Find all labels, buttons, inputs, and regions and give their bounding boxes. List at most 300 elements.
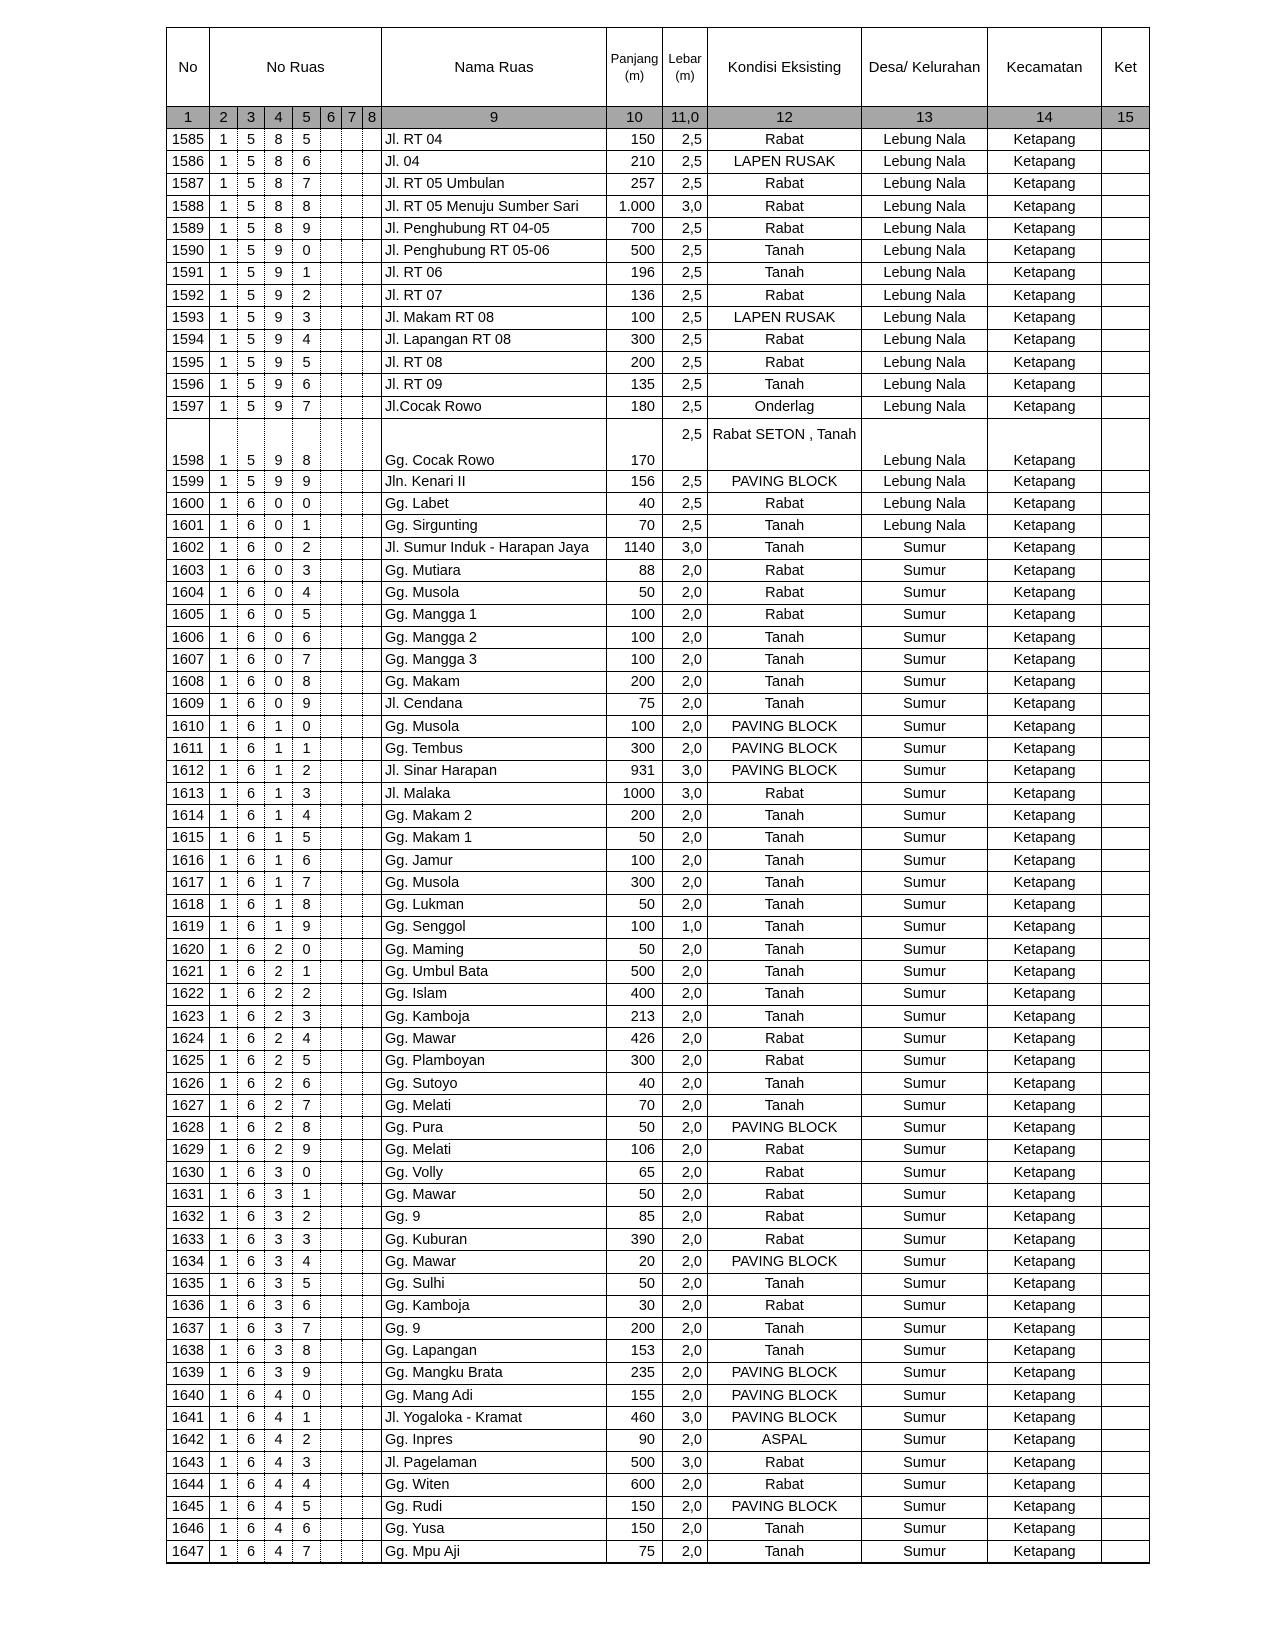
cell-kondisi: Rabat bbox=[708, 493, 862, 515]
cell-ket bbox=[1102, 329, 1150, 351]
table-row bbox=[167, 1251, 1150, 1273]
cell-lebar: 2,0 bbox=[663, 649, 708, 671]
cell-ruas-digit: 2 bbox=[265, 1072, 293, 1094]
cell-ruas-digit: 3 bbox=[265, 1318, 293, 1340]
cell-ruas-digit: 6 bbox=[238, 1429, 265, 1451]
cell-no: 1602 bbox=[167, 537, 210, 559]
cell-ruas-digit: 1 bbox=[210, 1407, 238, 1429]
cell-lebar: 2,5 bbox=[663, 329, 708, 351]
cell-ruas-digit: 2 bbox=[265, 983, 293, 1005]
cell-ket bbox=[1102, 1496, 1150, 1518]
cell-lebar: 2,5 bbox=[663, 218, 708, 240]
cell-kecamatan: Ketapang bbox=[988, 604, 1102, 626]
cell-panjang: 75 bbox=[607, 693, 663, 715]
cell-ruas-digit: 1 bbox=[210, 262, 238, 284]
cell-ruas-digit: 1 bbox=[210, 129, 238, 151]
cell-ruas-digit bbox=[363, 939, 382, 961]
header-nama-ruas: Nama Ruas bbox=[382, 28, 607, 107]
cell-ruas-digit bbox=[342, 1117, 363, 1139]
table-row bbox=[167, 129, 1150, 151]
cell-nama-ruas: Jln. Kenari II bbox=[382, 470, 607, 492]
cell-lebar: 2,0 bbox=[663, 961, 708, 983]
cell-ruas-digit: 6 bbox=[238, 1050, 265, 1072]
cell-ruas-digit: 9 bbox=[265, 470, 293, 492]
cell-ket bbox=[1102, 1385, 1150, 1407]
cell-ket bbox=[1102, 716, 1150, 738]
cell-desa: Sumur bbox=[862, 1451, 988, 1473]
cell-ruas-digit: 1 bbox=[210, 195, 238, 217]
cell-kondisi: Tanah bbox=[708, 1095, 862, 1117]
cell-ruas-digit bbox=[342, 218, 363, 240]
cell-no: 1608 bbox=[167, 671, 210, 693]
table-row bbox=[167, 240, 1150, 262]
cell-ruas-digit: 0 bbox=[293, 493, 321, 515]
cell-ruas-digit bbox=[321, 894, 342, 916]
cell-kondisi: Tanah bbox=[708, 872, 862, 894]
cell-nama-ruas: Gg. Musola bbox=[382, 872, 607, 894]
cell-ruas-digit: 6 bbox=[293, 849, 321, 871]
cell-ruas-digit: 8 bbox=[265, 173, 293, 195]
cell-no: 1645 bbox=[167, 1496, 210, 1518]
cell-nama-ruas: Gg. Labet bbox=[382, 493, 607, 515]
cell-desa: Sumur bbox=[862, 1407, 988, 1429]
cell-ruas-digit bbox=[321, 537, 342, 559]
cell-ruas-digit bbox=[363, 1050, 382, 1072]
cell-desa: Sumur bbox=[862, 1117, 988, 1139]
cell-ruas-digit bbox=[363, 1474, 382, 1496]
cell-ruas-digit: 3 bbox=[293, 1005, 321, 1027]
cell-ruas-digit bbox=[363, 1228, 382, 1250]
cell-ruas-digit: 2 bbox=[293, 983, 321, 1005]
cell-ket bbox=[1102, 537, 1150, 559]
table-row bbox=[167, 582, 1150, 604]
cell-kondisi: Rabat bbox=[708, 1474, 862, 1496]
cell-desa: Sumur bbox=[862, 1273, 988, 1295]
cell-ruas-digit: 6 bbox=[238, 560, 265, 582]
cell-ruas-digit: 8 bbox=[265, 218, 293, 240]
cell-ruas-digit bbox=[363, 894, 382, 916]
cell-nama-ruas: Jl. RT 04 bbox=[382, 129, 607, 151]
cell-kondisi: PAVING BLOCK bbox=[708, 1385, 862, 1407]
cell-panjang: 30 bbox=[607, 1295, 663, 1317]
cell-ruas-digit: 1 bbox=[210, 1139, 238, 1161]
cell-kecamatan: Ketapang bbox=[988, 329, 1102, 351]
cell-ruas-digit: 2 bbox=[265, 1117, 293, 1139]
table-row bbox=[167, 218, 1150, 240]
cell-no: 1613 bbox=[167, 783, 210, 805]
cell-lebar: 2,0 bbox=[663, 1050, 708, 1072]
cell-lebar: 2,0 bbox=[663, 849, 708, 871]
cell-ruas-digit: 6 bbox=[238, 1474, 265, 1496]
cell-desa: Sumur bbox=[862, 1228, 988, 1250]
cell-ruas-digit: 5 bbox=[238, 195, 265, 217]
cell-ruas-digit bbox=[363, 195, 382, 217]
cell-ruas-digit bbox=[321, 939, 342, 961]
cell-panjang: 426 bbox=[607, 1028, 663, 1050]
cell-desa: Lebung Nala bbox=[862, 374, 988, 396]
cell-ruas-digit: 2 bbox=[293, 1206, 321, 1228]
cell-ruas-digit: 9 bbox=[265, 418, 293, 470]
table-row bbox=[167, 604, 1150, 626]
cell-panjang: 180 bbox=[607, 396, 663, 418]
cell-no: 1621 bbox=[167, 961, 210, 983]
cell-ruas-digit: 0 bbox=[265, 693, 293, 715]
table-row bbox=[167, 1362, 1150, 1384]
cell-ket bbox=[1102, 1362, 1150, 1384]
cell-ruas-digit bbox=[321, 983, 342, 1005]
cell-kecamatan: Ketapang bbox=[988, 827, 1102, 849]
cell-ruas-digit bbox=[321, 1184, 342, 1206]
cell-kecamatan: Ketapang bbox=[988, 1072, 1102, 1094]
cell-ruas-digit bbox=[363, 693, 382, 715]
cell-nama-ruas: Jl. Yogaloka - Kramat bbox=[382, 1407, 607, 1429]
cell-ruas-digit bbox=[363, 1407, 382, 1429]
cell-ruas-digit: 5 bbox=[238, 470, 265, 492]
cell-panjang: 136 bbox=[607, 285, 663, 307]
cell-ruas-digit bbox=[363, 582, 382, 604]
cell-lebar: 3,0 bbox=[663, 760, 708, 782]
cell-no: 1626 bbox=[167, 1072, 210, 1094]
cell-lebar: 2,0 bbox=[663, 716, 708, 738]
cell-no: 1623 bbox=[167, 1005, 210, 1027]
cell-ket bbox=[1102, 307, 1150, 329]
cell-ruas-digit: 2 bbox=[265, 1005, 293, 1027]
table-row bbox=[167, 1184, 1150, 1206]
cell-ruas-digit: 4 bbox=[293, 329, 321, 351]
cell-ket bbox=[1102, 396, 1150, 418]
table-row bbox=[167, 1295, 1150, 1317]
cell-ket bbox=[1102, 1139, 1150, 1161]
cell-panjang: 257 bbox=[607, 173, 663, 195]
cell-kondisi: Tanah bbox=[708, 1005, 862, 1027]
cell-ket bbox=[1102, 351, 1150, 373]
cell-no: 1615 bbox=[167, 827, 210, 849]
cell-lebar: 2,0 bbox=[663, 1005, 708, 1027]
cell-ruas-digit bbox=[342, 582, 363, 604]
cell-ruas-digit bbox=[363, 738, 382, 760]
cell-lebar: 2,5 bbox=[663, 151, 708, 173]
cell-no: 1591 bbox=[167, 262, 210, 284]
cell-ruas-digit: 0 bbox=[293, 1385, 321, 1407]
cell-nama-ruas: Gg. Makam 2 bbox=[382, 805, 607, 827]
cell-nama-ruas: Jl. RT 05 Umbulan bbox=[382, 173, 607, 195]
cell-ruas-digit bbox=[321, 374, 342, 396]
cell-ruas-digit bbox=[321, 1050, 342, 1072]
cell-desa: Sumur bbox=[862, 983, 988, 1005]
cell-kecamatan: Ketapang bbox=[988, 537, 1102, 559]
table-row bbox=[167, 805, 1150, 827]
cell-ket bbox=[1102, 649, 1150, 671]
cell-ruas-digit bbox=[342, 1139, 363, 1161]
cell-desa: Sumur bbox=[862, 1206, 988, 1228]
column-number: 15 bbox=[1102, 107, 1150, 129]
cell-no: 1628 bbox=[167, 1117, 210, 1139]
cell-ruas-digit: 2 bbox=[265, 961, 293, 983]
cell-ruas-digit: 8 bbox=[265, 151, 293, 173]
table-row bbox=[167, 515, 1150, 537]
cell-lebar: 2,0 bbox=[663, 560, 708, 582]
cell-kondisi: Tanah bbox=[708, 374, 862, 396]
cell-nama-ruas: Gg. 9 bbox=[382, 1206, 607, 1228]
cell-no: 1642 bbox=[167, 1429, 210, 1451]
cell-ruas-digit bbox=[363, 129, 382, 151]
cell-ruas-digit: 1 bbox=[210, 1095, 238, 1117]
cell-ruas-digit: 5 bbox=[238, 307, 265, 329]
cell-kecamatan: Ketapang bbox=[988, 649, 1102, 671]
table-row bbox=[167, 1139, 1150, 1161]
column-number: 9 bbox=[382, 107, 607, 129]
cell-ruas-digit: 9 bbox=[265, 396, 293, 418]
cell-ruas-digit bbox=[363, 374, 382, 396]
cell-ket bbox=[1102, 129, 1150, 151]
cell-ruas-digit: 6 bbox=[238, 961, 265, 983]
cell-desa: Sumur bbox=[862, 716, 988, 738]
cell-ruas-digit: 1 bbox=[210, 849, 238, 871]
cell-desa: Sumur bbox=[862, 783, 988, 805]
cell-ruas-digit: 1 bbox=[210, 805, 238, 827]
cell-nama-ruas: Gg. Mang Adi bbox=[382, 1385, 607, 1407]
column-number: 6 bbox=[321, 107, 342, 129]
cell-ruas-digit: 2 bbox=[293, 760, 321, 782]
cell-ruas-digit bbox=[363, 1362, 382, 1384]
cell-no: 1585 bbox=[167, 129, 210, 151]
cell-ruas-digit: 1 bbox=[210, 738, 238, 760]
cell-ket bbox=[1102, 173, 1150, 195]
cell-ruas-digit bbox=[342, 351, 363, 373]
cell-kondisi: PAVING BLOCK bbox=[708, 760, 862, 782]
cell-ruas-digit bbox=[342, 1095, 363, 1117]
cell-ruas-digit bbox=[342, 961, 363, 983]
cell-ruas-digit bbox=[363, 262, 382, 284]
cell-ket bbox=[1102, 470, 1150, 492]
cell-nama-ruas: Gg. Sulhi bbox=[382, 1273, 607, 1295]
cell-ruas-digit bbox=[321, 1228, 342, 1250]
cell-desa: Sumur bbox=[862, 604, 988, 626]
cell-ruas-digit: 1 bbox=[210, 240, 238, 262]
column-number: 14 bbox=[988, 107, 1102, 129]
cell-ruas-digit: 1 bbox=[210, 693, 238, 715]
cell-panjang: 1000 bbox=[607, 783, 663, 805]
cell-ket bbox=[1102, 1117, 1150, 1139]
cell-no: 1588 bbox=[167, 195, 210, 217]
cell-kondisi: Tanah bbox=[708, 262, 862, 284]
cell-ruas-digit: 9 bbox=[265, 374, 293, 396]
cell-panjang: 300 bbox=[607, 329, 663, 351]
column-number: 3 bbox=[238, 107, 265, 129]
cell-desa: Lebung Nala bbox=[862, 151, 988, 173]
cell-kecamatan: Ketapang bbox=[988, 470, 1102, 492]
cell-kondisi: Rabat bbox=[708, 351, 862, 373]
cell-panjang: 100 bbox=[607, 626, 663, 648]
cell-ruas-digit: 6 bbox=[293, 151, 321, 173]
cell-ruas-digit bbox=[321, 1496, 342, 1518]
cell-kondisi: Rabat bbox=[708, 195, 862, 217]
cell-ruas-digit: 1 bbox=[210, 916, 238, 938]
cell-desa: Sumur bbox=[862, 849, 988, 871]
cell-ruas-digit bbox=[321, 1362, 342, 1384]
cell-ruas-digit: 1 bbox=[210, 1385, 238, 1407]
cell-kecamatan: Ketapang bbox=[988, 285, 1102, 307]
cell-lebar: 2,0 bbox=[663, 1072, 708, 1094]
cell-kecamatan: Ketapang bbox=[988, 738, 1102, 760]
cell-panjang: 90 bbox=[607, 1429, 663, 1451]
cell-ket bbox=[1102, 1072, 1150, 1094]
cell-ruas-digit bbox=[342, 872, 363, 894]
cell-kecamatan: Ketapang bbox=[988, 1541, 1102, 1564]
cell-no: 1605 bbox=[167, 604, 210, 626]
cell-desa: Sumur bbox=[862, 537, 988, 559]
cell-ket bbox=[1102, 738, 1150, 760]
cell-no: 1590 bbox=[167, 240, 210, 262]
table-row bbox=[167, 671, 1150, 693]
cell-no: 1594 bbox=[167, 329, 210, 351]
cell-ruas-digit bbox=[342, 537, 363, 559]
cell-ruas-digit bbox=[342, 827, 363, 849]
cell-desa: Lebung Nala bbox=[862, 129, 988, 151]
cell-ruas-digit: 3 bbox=[265, 1362, 293, 1384]
cell-ruas-digit: 3 bbox=[293, 1451, 321, 1473]
cell-ruas-digit: 1 bbox=[210, 983, 238, 1005]
cell-no: 1607 bbox=[167, 649, 210, 671]
cell-ruas-digit: 2 bbox=[265, 1028, 293, 1050]
cell-ruas-digit: 1 bbox=[293, 1184, 321, 1206]
cell-kecamatan: Ketapang bbox=[988, 1474, 1102, 1496]
cell-desa: Lebung Nala bbox=[862, 329, 988, 351]
cell-kecamatan: Ketapang bbox=[988, 1318, 1102, 1340]
cell-ruas-digit: 1 bbox=[210, 961, 238, 983]
cell-ruas-digit bbox=[342, 493, 363, 515]
cell-ruas-digit: 1 bbox=[210, 1541, 238, 1564]
cell-ruas-digit bbox=[363, 285, 382, 307]
cell-ruas-digit bbox=[363, 307, 382, 329]
cell-no: 1631 bbox=[167, 1184, 210, 1206]
cell-ruas-digit: 8 bbox=[293, 1340, 321, 1362]
cell-kondisi: PAVING BLOCK bbox=[708, 1496, 862, 1518]
table-row bbox=[167, 872, 1150, 894]
cell-panjang: 100 bbox=[607, 916, 663, 938]
cell-ruas-digit bbox=[321, 805, 342, 827]
cell-ruas-digit bbox=[321, 1541, 342, 1564]
cell-ruas-digit: 3 bbox=[293, 1228, 321, 1250]
cell-ruas-digit: 4 bbox=[293, 805, 321, 827]
table-row bbox=[167, 1451, 1150, 1473]
cell-ruas-digit: 0 bbox=[265, 671, 293, 693]
column-number: 1 bbox=[167, 107, 210, 129]
cell-desa: Sumur bbox=[862, 649, 988, 671]
cell-ruas-digit: 6 bbox=[238, 1184, 265, 1206]
cell-desa: Lebung Nala bbox=[862, 470, 988, 492]
cell-ruas-digit: 3 bbox=[265, 1206, 293, 1228]
cell-no: 1595 bbox=[167, 351, 210, 373]
cell-ruas-digit bbox=[321, 418, 342, 470]
table-row bbox=[167, 693, 1150, 715]
cell-no: 1647 bbox=[167, 1541, 210, 1564]
cell-ruas-digit: 1 bbox=[210, 1474, 238, 1496]
cell-nama-ruas: Gg. Umbul Bata bbox=[382, 961, 607, 983]
cell-ruas-digit: 5 bbox=[238, 418, 265, 470]
cell-no: 1619 bbox=[167, 916, 210, 938]
column-number: 7 bbox=[342, 107, 363, 129]
cell-ruas-digit: 1 bbox=[265, 894, 293, 916]
cell-ruas-digit: 0 bbox=[265, 515, 293, 537]
cell-ruas-digit: 5 bbox=[293, 351, 321, 373]
header-kondisi: Kondisi Eksisting bbox=[708, 28, 862, 107]
cell-kecamatan: Ketapang bbox=[988, 1340, 1102, 1362]
cell-ruas-digit: 7 bbox=[293, 649, 321, 671]
cell-lebar: 3,0 bbox=[663, 1407, 708, 1429]
cell-desa: Sumur bbox=[862, 1518, 988, 1540]
cell-ruas-digit: 3 bbox=[293, 783, 321, 805]
cell-ruas-digit bbox=[342, 1251, 363, 1273]
cell-kondisi: Tanah bbox=[708, 1273, 862, 1295]
cell-ruas-digit: 6 bbox=[293, 374, 321, 396]
cell-panjang: 460 bbox=[607, 1407, 663, 1429]
cell-kondisi: Tanah bbox=[708, 961, 862, 983]
cell-ruas-digit bbox=[363, 329, 382, 351]
cell-ruas-digit bbox=[321, 1295, 342, 1317]
cell-ruas-digit: 7 bbox=[293, 1541, 321, 1564]
cell-kondisi: Rabat bbox=[708, 285, 862, 307]
cell-ruas-digit: 3 bbox=[265, 1228, 293, 1250]
cell-desa: Sumur bbox=[862, 1362, 988, 1384]
cell-panjang: 135 bbox=[607, 374, 663, 396]
cell-ruas-digit bbox=[342, 240, 363, 262]
cell-kondisi: Rabat bbox=[708, 582, 862, 604]
cell-ruas-digit: 1 bbox=[210, 1184, 238, 1206]
cell-ruas-digit: 1 bbox=[210, 307, 238, 329]
cell-lebar: 2,0 bbox=[663, 671, 708, 693]
cell-ruas-digit: 4 bbox=[265, 1496, 293, 1518]
cell-desa: Lebung Nala bbox=[862, 307, 988, 329]
cell-no: 1614 bbox=[167, 805, 210, 827]
cell-lebar: 2,0 bbox=[663, 1496, 708, 1518]
cell-no: 1601 bbox=[167, 515, 210, 537]
cell-ruas-digit: 6 bbox=[293, 1295, 321, 1317]
cell-no: 1634 bbox=[167, 1251, 210, 1273]
cell-ket bbox=[1102, 1407, 1150, 1429]
cell-ruas-digit: 1 bbox=[210, 396, 238, 418]
cell-ruas-digit: 1 bbox=[210, 1295, 238, 1317]
cell-kondisi: Tanah bbox=[708, 849, 862, 871]
cell-lebar: 2,0 bbox=[663, 626, 708, 648]
cell-panjang: 40 bbox=[607, 1072, 663, 1094]
cell-desa: Sumur bbox=[862, 1184, 988, 1206]
cell-ruas-digit: 4 bbox=[265, 1518, 293, 1540]
cell-ket bbox=[1102, 1162, 1150, 1184]
cell-panjang: 500 bbox=[607, 240, 663, 262]
cell-ruas-digit: 0 bbox=[293, 716, 321, 738]
header-row bbox=[167, 28, 1150, 107]
cell-ruas-digit: 6 bbox=[238, 1407, 265, 1429]
cell-desa: Sumur bbox=[862, 626, 988, 648]
cell-ruas-digit bbox=[363, 916, 382, 938]
cell-kondisi: Rabat bbox=[708, 1028, 862, 1050]
cell-kecamatan: Ketapang bbox=[988, 916, 1102, 938]
cell-kecamatan: Ketapang bbox=[988, 805, 1102, 827]
cell-desa: Sumur bbox=[862, 560, 988, 582]
cell-no: 1599 bbox=[167, 470, 210, 492]
cell-desa: Sumur bbox=[862, 1005, 988, 1027]
table-row bbox=[167, 537, 1150, 559]
cell-ruas-digit: 4 bbox=[293, 582, 321, 604]
cell-ruas-digit: 1 bbox=[293, 961, 321, 983]
cell-ruas-digit bbox=[363, 493, 382, 515]
cell-kondisi: Tanah bbox=[708, 671, 862, 693]
cell-ruas-digit: 1 bbox=[210, 1028, 238, 1050]
cell-kecamatan: Ketapang bbox=[988, 716, 1102, 738]
cell-lebar: 2,0 bbox=[663, 1318, 708, 1340]
cell-ruas-digit bbox=[342, 329, 363, 351]
